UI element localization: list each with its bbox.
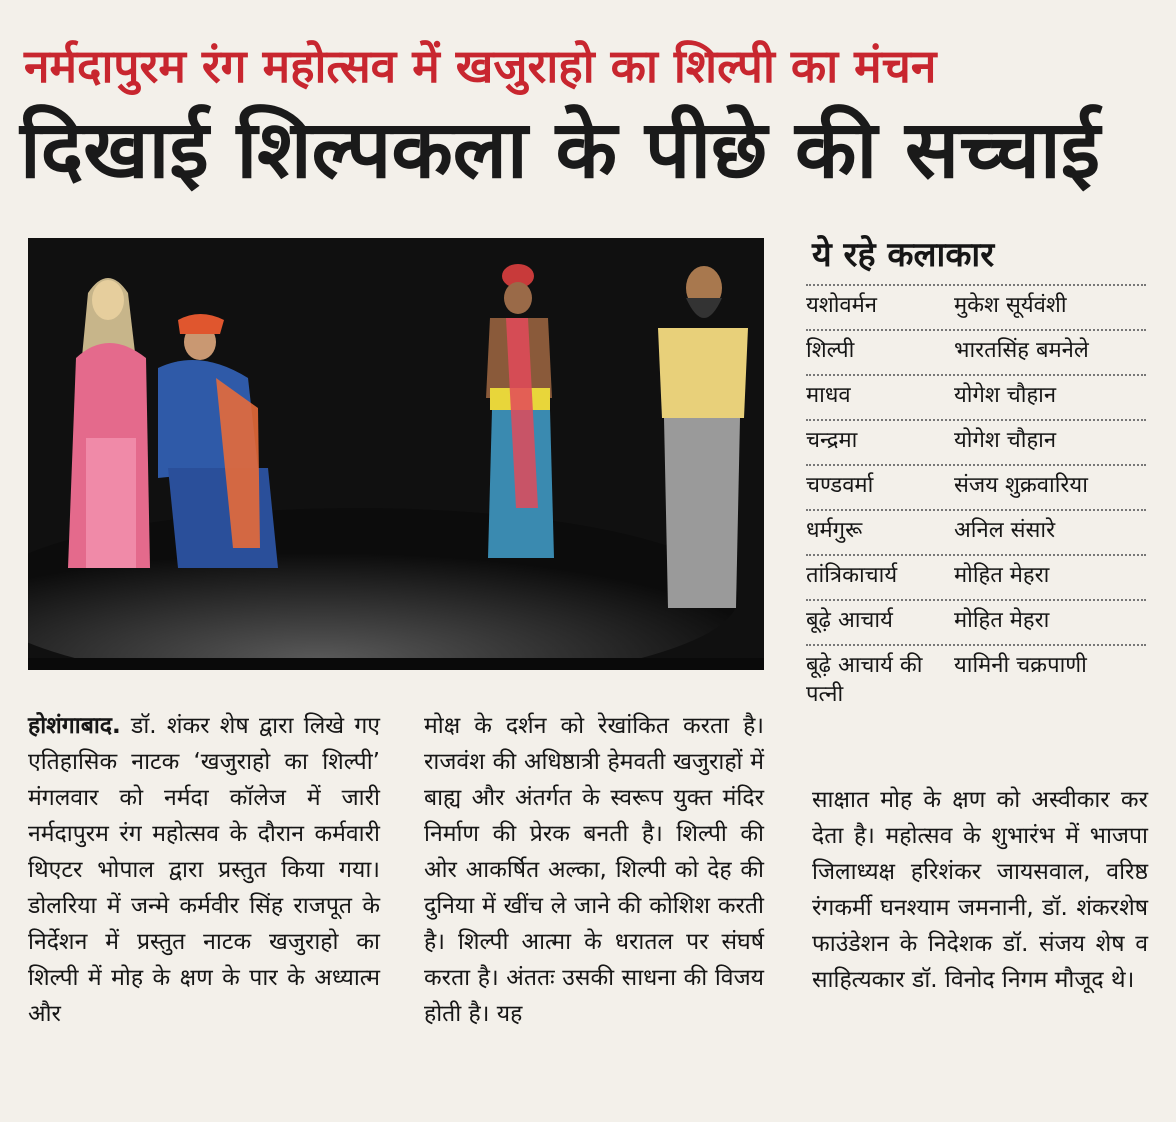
- cast-role: तांत्रिकाचार्य: [806, 563, 898, 588]
- cast-actor: मुकेश सूर्यवंशी: [954, 293, 1067, 318]
- cast-actor: योगेश चौहान: [954, 383, 1057, 408]
- cast-row: [806, 374, 1146, 419]
- cast-role: शिल्पी: [806, 338, 855, 363]
- cast-actor: योगेश चौहान: [954, 428, 1057, 453]
- article-column-1: [28, 708, 380, 1032]
- cast-row: [806, 554, 1146, 599]
- cast-role: बूढ़े आचार्य की पत्नी: [806, 653, 923, 707]
- column-text: डॉ. शंकर शेष द्वारा लिखे गए एतिहासिक नाटक ‘खजुराहो का शिल्पी’ मंगलवार को नर्मदा कॉलेज में जारी नर्मदापुरम रंग महोत्सव के दौरान कर्मवारी थिएटर भोपाल द्वारा प्रस्तुत किया गया। डोलरिया में जन्मे कर्मवीर सिंह राजपूत के निर्देशन में प्रस्तुत नाटक खजुराहो का शिल्पी में मोह के क्षण के पार के अध्यात्म और: [28, 713, 381, 1027]
- kicker-headline: नर्मदापुरम रंग महोत्सव में खजुराहो का शिल्पी का मंचन: [24, 39, 937, 93]
- stage-photo: [28, 238, 764, 670]
- cast-row: [806, 644, 1146, 709]
- cast-row: [806, 464, 1146, 509]
- cast-actor: मोहित मेहरा: [954, 563, 1050, 588]
- cast-role: चण्डवर्मा: [806, 473, 874, 498]
- cast-table: [806, 284, 1146, 709]
- cast-role: बूढ़े आचार्य: [806, 608, 893, 633]
- dateline: होशंगाबाद.: [28, 713, 121, 739]
- cast-actor: यामिनी चक्रपाणी: [954, 653, 1087, 678]
- cast-row: [806, 509, 1146, 554]
- article-column-2: मोक्ष के दर्शन को रेखांकित करता है। राजवंश की अधिष्ठात्री हेमवती खजुराहों में बाह्य और अंतर्गत के स्वरूप युक्त मंदिर निर्माण की प्रेरक बनती है। शिल्पी की ओर आकर्षित अल्का, शिल्पी को देह की दुनिया में खींच ले जाने की कोशिश करती है। शिल्पी आत्मा के धरातल पर संघर्ष करता है। अंततः उसकी साधना की विजय होती है। यह: [424, 713, 764, 1027]
- cast-row: [806, 284, 1146, 329]
- cast-role: चन्द्रमा: [806, 428, 858, 453]
- main-headline: दिखाई शिल्पकला के पीछे की सच्चाई: [20, 103, 1101, 196]
- cast-actor: संजय शुक्रवारिया: [954, 473, 1088, 498]
- cast-actor: अनिल संसारे: [954, 518, 1056, 543]
- cast-row: [806, 599, 1146, 644]
- cast-actor: मोहित मेहरा: [954, 608, 1050, 633]
- cast-title: ये रहे कलाकार: [812, 235, 995, 275]
- cast-role: धर्मगुरू: [806, 518, 863, 543]
- cast-row: [806, 419, 1146, 464]
- cast-actor: भारतसिंह बमनेले: [954, 338, 1089, 363]
- cast-role: माधव: [806, 383, 851, 408]
- cast-row: [806, 329, 1146, 374]
- article-column-3: साक्षात मोह के क्षण को अस्वीकार कर देता है। महोत्सव के शुभारंभ में भाजपा जिलाध्यक्ष हरिशंकर जायसवाल, वरिष्ठ रंगकर्मी घनश्याम जमनानी, डॉ. शंकरशेष फाउंडेशन के निदेशक डॉ. संजय शेष व साहित्यकार डॉ. विनोद निगम मौजूद थे।: [812, 787, 1148, 993]
- cast-role: यशोवर्मन: [806, 293, 878, 318]
